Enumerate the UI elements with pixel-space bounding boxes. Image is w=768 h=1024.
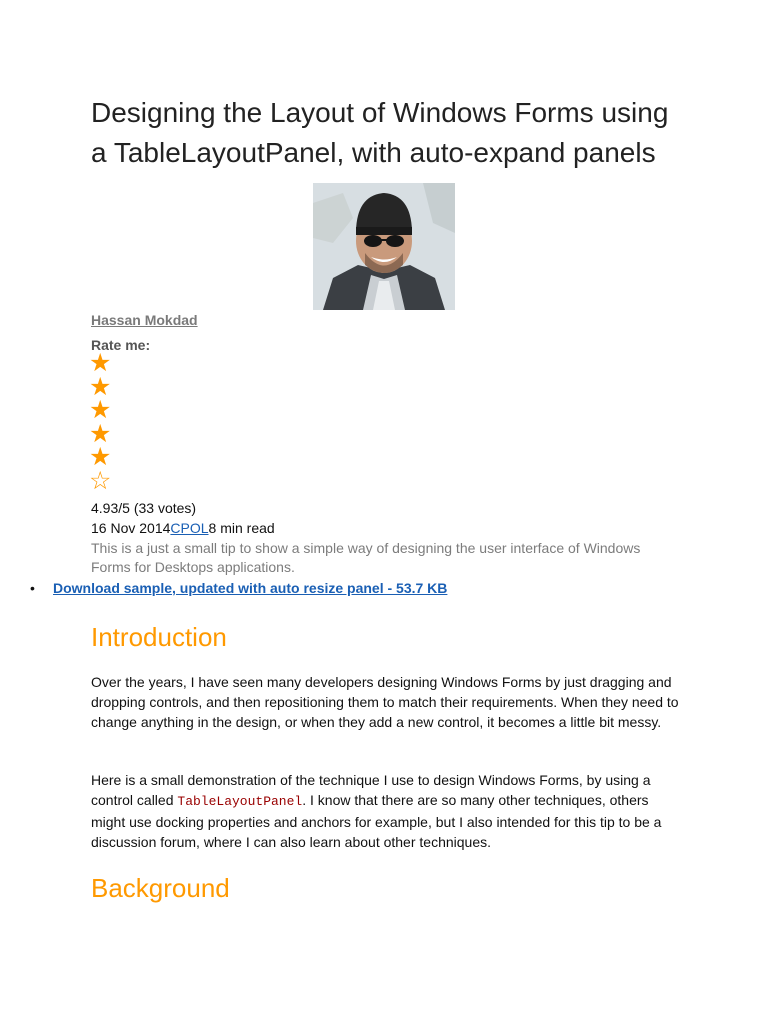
- star-outline-icon[interactable]: ☆: [89, 466, 112, 495]
- tablelayoutpanel-code: TableLayoutPanel: [177, 794, 303, 809]
- license-link[interactable]: CPOL: [170, 520, 209, 536]
- article-meta: [91, 519, 275, 537]
- publish-date: 16 Nov 2014: [91, 520, 171, 536]
- rating-score: 4.93/5 (33 votes): [91, 500, 197, 516]
- download-sample-link[interactable]: Download sample, updated with auto resize panel - 53.7 KB: [53, 580, 448, 596]
- introduction-paragraph-1: Over the years, I have seen many developers designing Windows Forms by just dragging and dropping controls, and then repositioning them to match their requirements. When they need to change anything in the design, or when they add a new control, it becomes a little bit messy.: [91, 674, 679, 730]
- paragraph-text: . I know that there are so many other techniques, others might use docking properties and anchors for example, but I also intended for this tip to be a discussion forum, where I can also learn about other techniques.: [91, 792, 662, 850]
- author-link[interactable]: Hassan Mokdad: [91, 312, 198, 328]
- star-icon[interactable]: ★: [89, 396, 112, 424]
- introduction-heading: Introduction: [91, 622, 227, 652]
- star-rating[interactable]: [89, 349, 115, 495]
- rate-me-label: Rate me:: [91, 337, 151, 353]
- bullet-icon: •: [30, 580, 35, 596]
- star-icon[interactable]: ★: [89, 349, 112, 377]
- read-time: 8 min read: [208, 520, 275, 536]
- star-icon[interactable]: ★: [89, 419, 112, 448]
- star-icon[interactable]: ★: [89, 443, 112, 471]
- article-title: Designing the Layout of Windows Forms using a TableLayoutPanel, with auto-expand panels: [91, 97, 669, 168]
- star-icon[interactable]: ★: [89, 372, 112, 401]
- paragraph-text: Here is a small demonstration of the technique I use to design Windows Forms, by using a control called: [91, 772, 651, 808]
- article-summary: This is a just a small tip to show a simple way of designing the user interface of Windows Forms for Desktops applications.: [91, 540, 641, 575]
- author-photo: [313, 183, 455, 310]
- introduction-paragraph-2: [91, 770, 681, 852]
- author-photo-image: [313, 183, 455, 310]
- background-heading: Background: [91, 873, 230, 903]
